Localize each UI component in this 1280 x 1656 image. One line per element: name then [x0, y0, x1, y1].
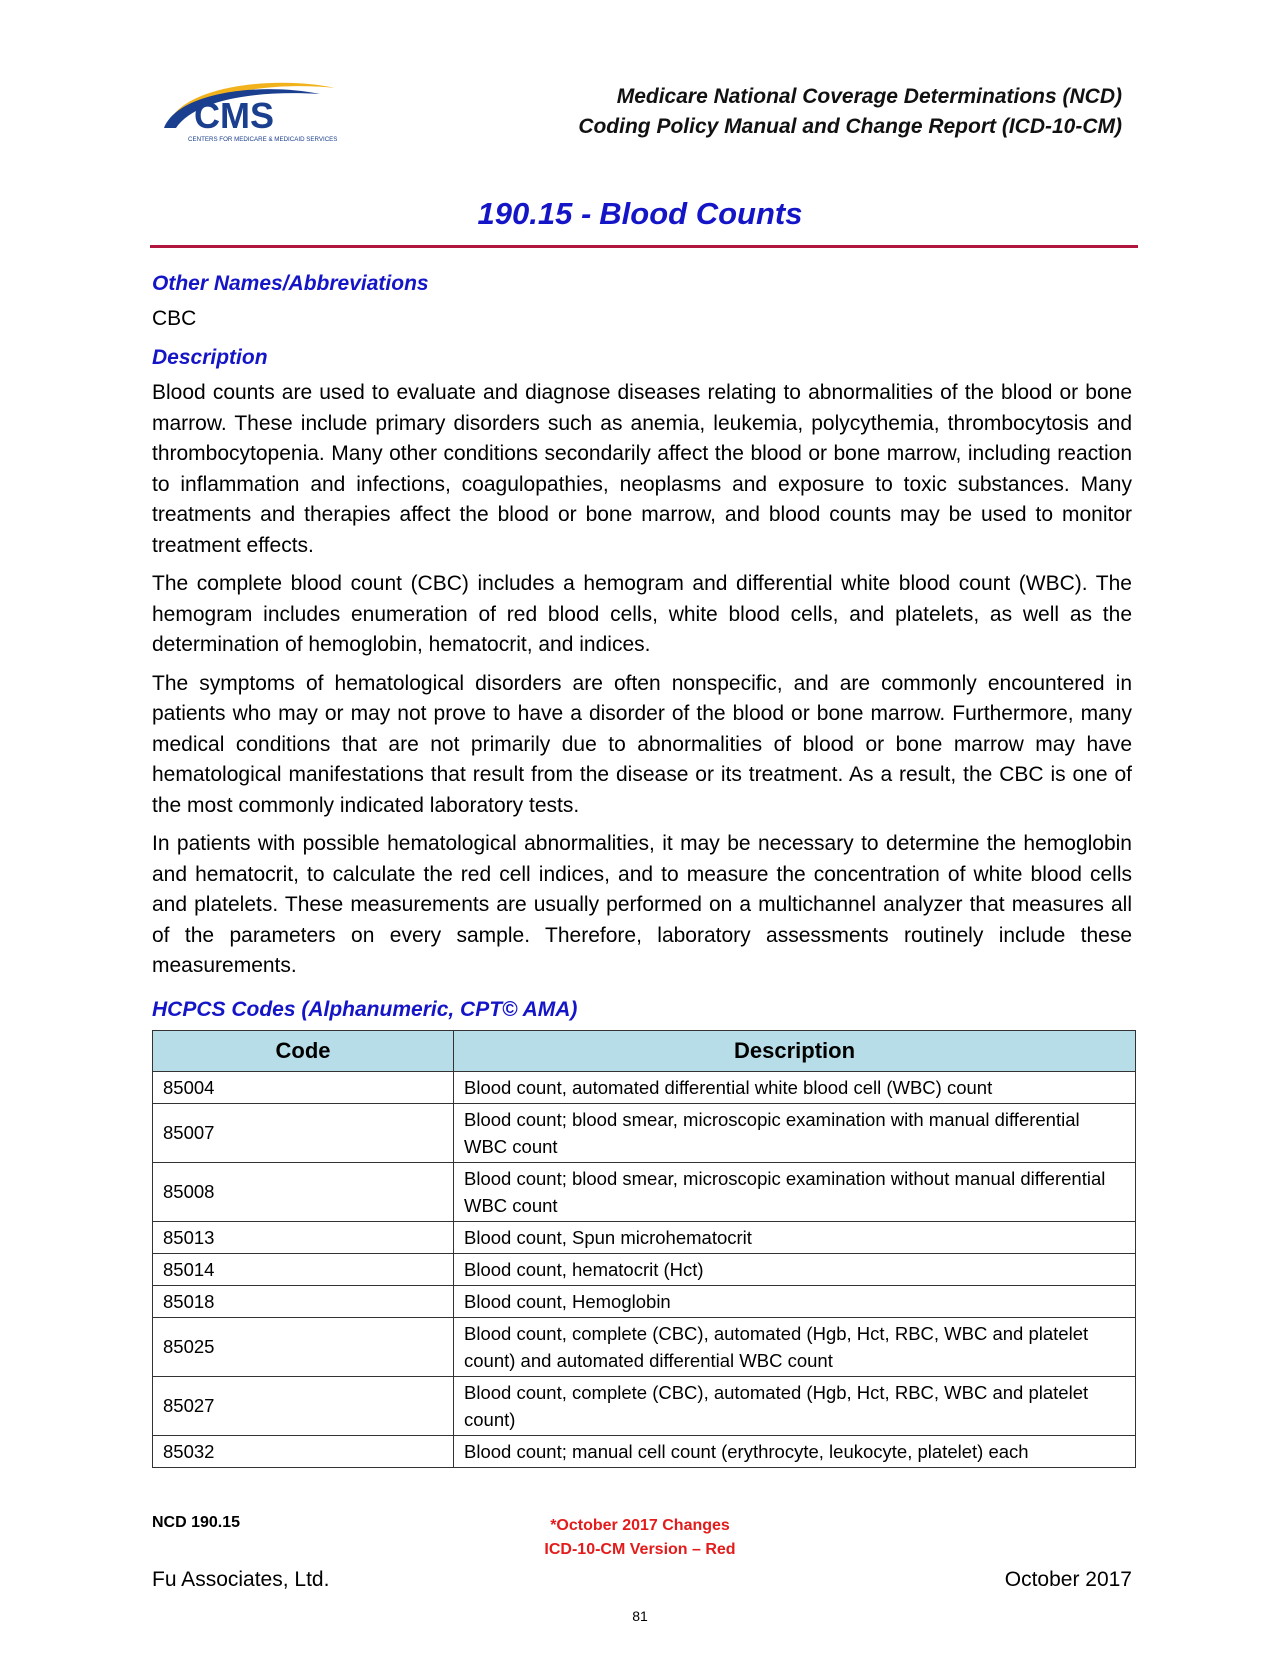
code-cell: 85032	[153, 1435, 454, 1467]
table-header-row	[153, 1030, 1136, 1071]
logo-text: CMS	[194, 95, 274, 136]
hcpcs-heading: HCPCS Codes (Alphanumeric, CPT© AMA)	[152, 997, 578, 1021]
column-header-code: Code	[153, 1030, 454, 1071]
description-cell: Blood count, complete (CBC), automated (Hgb, Hct, RBC, WBC and platelet count)	[454, 1376, 1136, 1435]
description-cell: Blood count, hematocrit (Hct)	[454, 1253, 1136, 1285]
page-title	[0, 196, 1280, 232]
footer-date: October 2017	[1004, 1568, 1132, 1591]
title-divider	[150, 245, 1138, 248]
cms-logo	[160, 78, 360, 148]
description-cell: Blood count, automated differential white blood cell (WBC) count	[454, 1071, 1136, 1103]
footer-changes-note	[0, 1514, 1280, 1562]
footer-changes-line1: *October 2017 Changes	[550, 1517, 730, 1534]
code-cell: 85018	[153, 1285, 454, 1317]
cms-logo-graphic	[160, 78, 360, 148]
code-cell: 85004	[153, 1071, 454, 1103]
description-paragraph-3: The symptoms of hematological disorders are often nonspecific, and are commonly encountered in patients who may or may not prove to have a disorder of the blood or bone marrow. Furthermore, many medical conditions that are not primarily due to abnormalities of blood or bone marrow may have hematological manifestations that result from the disease or its treatment. As a result, the CBC is one of the most commonly indicated laboratory tests.	[152, 671, 1132, 817]
ncd-name: Blood Counts	[599, 196, 803, 231]
table-row	[153, 1435, 1136, 1467]
manual-title-line1: Medicare National Coverage Determinations (NCD)	[616, 85, 1122, 108]
other-names-heading: Other Names/Abbreviations	[152, 272, 429, 295]
logo-subtitle: CENTERS FOR MEDICARE & MEDICAID SERVICES	[188, 136, 338, 143]
description-cell: Blood count, Spun microhematocrit	[454, 1221, 1136, 1253]
description-cell: Blood count, complete (CBC), automated (Hgb, Hct, RBC, WBC and platelet count) and automated differential WBC count	[454, 1317, 1136, 1376]
code-cell: 85008	[153, 1162, 454, 1221]
code-cell: 85025	[153, 1317, 454, 1376]
table-row	[153, 1071, 1136, 1103]
table-row	[153, 1162, 1136, 1221]
footer-company: Fu Associates, Ltd.	[152, 1568, 330, 1591]
main-content	[152, 270, 1132, 1468]
description-paragraph-4: In patients with possible hematological abnormalities, it may be necessary to determine the hemoglobin and hematocrit, to calculate the red cell indices, and to measure the concentration of white blood cells and platelets. These measurements are usually performed on a multichannel analyzer that measures all of the parameters on every sample. Therefore, laboratory assessments routinely include these measurements.	[152, 832, 1132, 977]
other-names-value: CBC	[152, 307, 197, 330]
manual-title-line2: Coding Policy Manual and Change Report (ICD-10-CM)	[578, 115, 1122, 138]
description-cell: Blood count; blood smear, microscopic examination without manual differential WBC count	[454, 1162, 1136, 1221]
description-cell: Blood count; manual cell count (erythrocyte, leukocyte, platelet) each	[454, 1435, 1136, 1467]
hcpcs-table	[152, 1030, 1136, 1468]
description-cell: Blood count, Hemoglobin	[454, 1285, 1136, 1317]
code-cell: 85027	[153, 1376, 454, 1435]
description-paragraph-2: The complete blood count (CBC) includes a hemogram and differential white blood count (WBC). The hemogram includes enumeration of red blood cells, white blood cells, and platelets, as well as the determination of hemoglobin, hematocrit, and indices.	[152, 572, 1132, 656]
table-row	[153, 1103, 1136, 1162]
table-row	[153, 1285, 1136, 1317]
description-cell: Blood count; blood smear, microscopic examination with manual differential WBC count	[454, 1103, 1136, 1162]
ncd-number: 190.15 -	[477, 196, 592, 231]
page-number: 81	[632, 1608, 648, 1624]
column-header-description: Description	[454, 1030, 1136, 1071]
manual-title	[578, 82, 1122, 142]
table-row	[153, 1376, 1136, 1435]
table-row	[153, 1317, 1136, 1376]
description-heading: Description	[152, 346, 268, 369]
footer-changes-line2: ICD-10-CM Version – Red	[544, 1541, 736, 1558]
table-row	[153, 1221, 1136, 1253]
code-cell: 85007	[153, 1103, 454, 1162]
code-cell: 85013	[153, 1221, 454, 1253]
footer-ncd-label: NCD 190.15	[152, 1514, 241, 1531]
table-row	[153, 1253, 1136, 1285]
description-paragraph-1: Blood counts are used to evaluate and diagnose diseases relating to abnormalities of the blood or bone marrow. These include primary disorders such as anemia, leukemia, polycythemia, thrombocytosis and thrombocytopenia. Many other conditions secondarily affect the blood or bone marrow, including reaction to inflammation and infections, coagulopathies, neoplasms and exposure to toxic substances. Many treatments and therapies affect the blood or bone marrow, and blood counts may be used to monitor treatment effects.	[152, 381, 1132, 557]
code-cell: 85014	[153, 1253, 454, 1285]
